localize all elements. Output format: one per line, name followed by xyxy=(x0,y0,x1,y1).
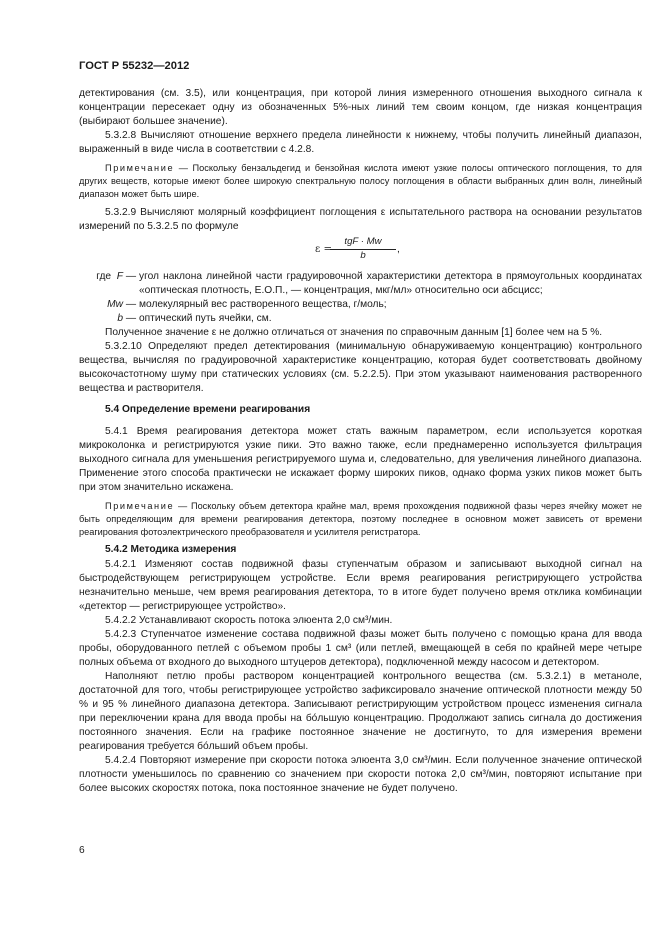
formula-tail: , xyxy=(397,244,400,256)
formula-epsilon xyxy=(79,236,642,266)
section-heading-5-4: 5.4 Определение времени реагирования xyxy=(105,404,311,416)
definition-text: молекулярный вес растворенного вещества, г/моль; xyxy=(139,299,387,311)
definition-symbol xyxy=(79,298,123,312)
variable-definitions xyxy=(79,270,642,326)
note-1 xyxy=(79,162,642,201)
formula-numerator: tgF · Mw xyxy=(330,236,396,250)
paragraph-5-4-2-1: 5.4.2.1 Изменяют состав подвижной фазы ступенчатым образом и записывают выходной сигнал на быстродействующем регистрирующем устройстве. Если время реагирования регистрирующего устройства незначительно меньше, чем время реагирования детектора, то в итоге будет получено время отклика комбинации «детектор — регистрирующее устройство». xyxy=(79,558,642,612)
symbol-F: F xyxy=(116,271,123,283)
paragraph-loop-fill: Наполняют петлю пробы раствором концентрацией контрольного вещества (см. 5.3.2.1) в метаноле, достаточной для того, чтобы регистрирующее устройство зафиксировало значение оптической плотности между 50 % и 95 % линейного диапазона детектора. Записывают регистрирующим устройством процесс изменения сигнала при переключении крана для ввода пробы на бо́льшую концентрацию. Продолжают запись сигнала до достижения постоянного значения. Если на графике постоянное значение не достигнуто, то для измерения времени реагирования требуется бо́льший объем пробы. xyxy=(79,670,642,753)
section-heading-5-4-2: 5.4.2 Методика измерения xyxy=(105,544,237,556)
note-text: Поскольку бензальдегид и бензойная кислота имеют узкие полосы оптического поглощения, то для других веществ, которые имеют более широкую спектральную полосу поглощения в области выбранных длин волн, линейный диапазон может быть шире. xyxy=(79,163,642,200)
definition-F: где F — угол наклона линейной части градуировочной характеристики детектора в прямоугольных координатах «оптическая плотность, Е.О.П., — концентрация, мкг/мл» относительно оси абсцисс; xyxy=(79,270,642,298)
paragraph-epsilon-check: Полученное значение ε не должно отличаться от значения по справочным данным [1] более чем на 5 %. xyxy=(105,327,603,339)
definition-symbol xyxy=(79,312,123,326)
formula-denominator: b xyxy=(360,250,366,262)
note-label: Примечание xyxy=(105,500,175,511)
note-dash: — xyxy=(178,163,188,174)
paragraph-5-3-2-8: 5.3.2.8 Вычисляют отношение верхнего предела линейности к нижнему, чтобы получить линейный диапазон, выраженный в виде числа в соответствии с 4.2.8. xyxy=(79,130,642,156)
paragraph-5-4-2-3: 5.4.2.3 Ступенчатое изменение состава подвижной фазы может быть получено с помощью крана для ввода пробы, оборудованного петлей с объемом пробы 1 см³ (или петлей, вмещающей в себя по крайней мере четыре полных объема от входного до выходного штуцеров детектора), подключенной между насосом и детектором. xyxy=(79,628,642,668)
definition-text: угол наклона линейной части градуировочной характеристики детектора в прямоугольных координатах «оптическая плотность, Е.О.П., — концентрация, мкг/мл» относительно оси абсцисс; xyxy=(139,271,642,297)
document-body xyxy=(79,87,642,796)
document-header: ГОСТ Р 55232—2012 xyxy=(79,60,190,72)
definition-Mw: Mw — молекулярный вес растворенного вещества, г/моль; xyxy=(79,298,642,312)
symbol-Mw: Mw xyxy=(107,299,123,311)
paragraph-5-4-2-2: 5.4.2.2 Устанавливают скорость потока элюента 2,0 см³/мин. xyxy=(105,614,393,626)
symbol-b: b xyxy=(117,313,123,325)
formula-fraction xyxy=(330,236,396,262)
definition-symbol xyxy=(79,270,123,284)
note-text: Поскольку объем детектора крайне мал, время прохождения подвижной фазы через ячейку может не быть определяющим для времени реагирования детектора, поэтому последнее в основном может зависеть от времени реагирования фотоэлектрического преобразователя и усилителя регистратора. xyxy=(79,500,642,537)
note-dash: — xyxy=(177,500,188,511)
paragraph-5-3-2-10: 5.3.2.10 Определяют предел детектирования (минимальную обнаруживаемую концентрацию) контрольного вещества, вычисляя по градуировочной характеристике концентрацию, которая будет соответствовать двойному высокочастотному шуму при статических условиях (см. 5.2.2.5). При этом указывают наименования растворенного вещества и растворителя. xyxy=(79,341,642,395)
paragraph-5-3-2-9: 5.3.2.9 Вычисляют молярный коэффициент поглощения ε испытательного раствора на основании результатов измерений по 5.3.2.5 по формуле xyxy=(79,206,642,232)
definition-where: где xyxy=(96,271,112,283)
paragraph-5-4-1: 5.4.1 Время реагирования детектора может стать важным параметром, если используется короткая микроколонка и регистрируются узкие пики. Это важно также, если преднамеренно используется фильтрация выходного сигнала для уменьшения регистрируемого шума и, следовательно, для увеличения линейного диапазона. Применение этого способа практически не искажает форму широких пиков, однако форма узких пиков может быть при этом значительно искажена. xyxy=(79,425,642,493)
paragraph-5-4-2-4: 5.4.2.4 Повторяют измерение при скорости потока элюента 3,0 см³/мин. Если полученное значение оптической плотности уменьшилось по сравнению со значением при скорости потока 2,0 см³/мин, повторяют испытание при более высоких скоростях потока, пока постоянное значение не будет получено. xyxy=(79,755,642,795)
paragraph-detection-continued: детектирования (см. 3.5), или концентрация, при которой линия измеренного отношения выходного сигнала к концентрации пересекает одну из обозначенных 5%-ных линий тем своим концом, где низкая концентрация (выбирают большее значение). xyxy=(79,88,642,128)
page-number: 6 xyxy=(79,845,85,856)
definition-b: b — оптический путь ячейки, см. xyxy=(79,312,642,326)
formula-lhs: ε = xyxy=(315,244,333,256)
note-2 xyxy=(79,500,642,539)
note-label: Примечание xyxy=(105,163,175,174)
definition-text: оптический путь ячейки, см. xyxy=(139,313,272,325)
